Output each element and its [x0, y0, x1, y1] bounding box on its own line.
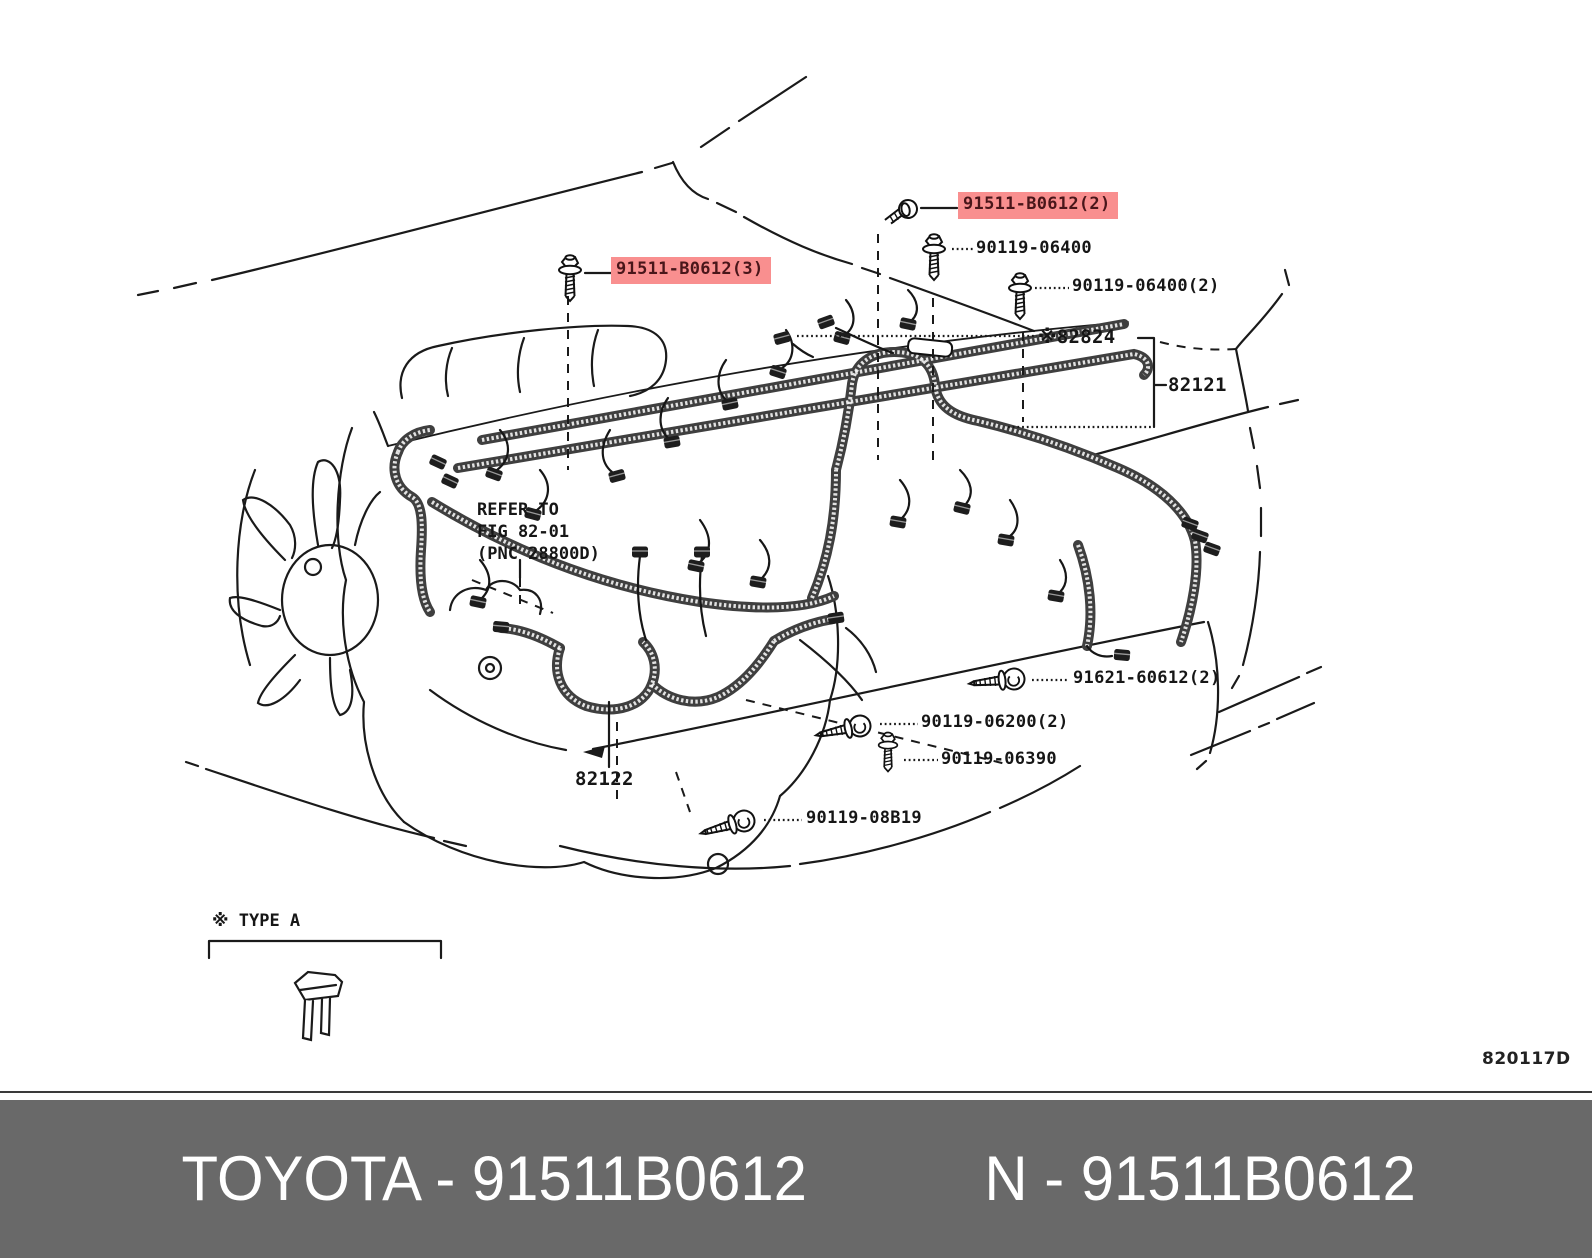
part-label-90119-08b19[interactable]: 90119-08B19 — [806, 808, 922, 828]
screw-90119-08b19-icon[interactable] — [698, 808, 757, 843]
footer-part-number-left: TOYOTA - 91511B0612 — [181, 1143, 807, 1214]
bolt-90119-06400-icon[interactable] — [923, 234, 945, 280]
wiring-clip-icon — [295, 972, 342, 1040]
solid-leader-lines — [520, 208, 1166, 767]
part-label-90119-06200-2[interactable]: 90119-06200(2) — [921, 712, 1069, 732]
part-label-82122[interactable]: 82122 — [575, 768, 634, 790]
figure-code: 820117D — [1482, 1049, 1571, 1069]
type-a-bracket — [209, 941, 441, 958]
footer-part-number-right: N - 91511B0612 — [984, 1143, 1416, 1214]
part-label-82824[interactable]: ※82824 — [1038, 326, 1116, 348]
part-label-91511-b0612-3[interactable]: 91511-B0612(3) — [611, 257, 771, 284]
refer-note-line2: FIG 82-01 — [477, 521, 570, 542]
part-label-91511-b0612-2[interactable]: 91511-B0612(2) — [958, 192, 1118, 219]
type-a-label: ※ TYPE A — [212, 911, 301, 931]
footer-divider — [0, 1091, 1592, 1093]
refer-note-line3: (PNC 28800D) — [477, 543, 600, 564]
refer-note-line1: REFER TO — [477, 500, 559, 520]
part-label-91621-60612-2[interactable]: 91621-60612(2) — [1073, 668, 1221, 688]
bolt-91511-b0612-3-icon[interactable] — [559, 255, 581, 301]
refer-note — [477, 500, 600, 565]
bolt-91511-b0612-2-icon[interactable] — [882, 198, 920, 225]
bolt-90119-06390-icon[interactable] — [879, 733, 898, 772]
part-label-90119-06390[interactable]: 90119-06390 — [941, 749, 1057, 769]
harness-clamp-icon — [907, 338, 952, 358]
bolt-90119-06400-2-icon[interactable] — [1009, 273, 1031, 319]
fan-icon — [230, 460, 380, 715]
screw-91621-60612-icon[interactable] — [968, 667, 1025, 694]
part-label-90119-06400[interactable]: 90119-06400 — [976, 238, 1092, 258]
part-label-82121[interactable]: 82121 — [1168, 374, 1227, 396]
footer-bar — [0, 1100, 1592, 1258]
fasteners — [559, 198, 1031, 843]
part-label-90119-06400-2[interactable]: 90119-06400(2) — [1072, 276, 1220, 296]
